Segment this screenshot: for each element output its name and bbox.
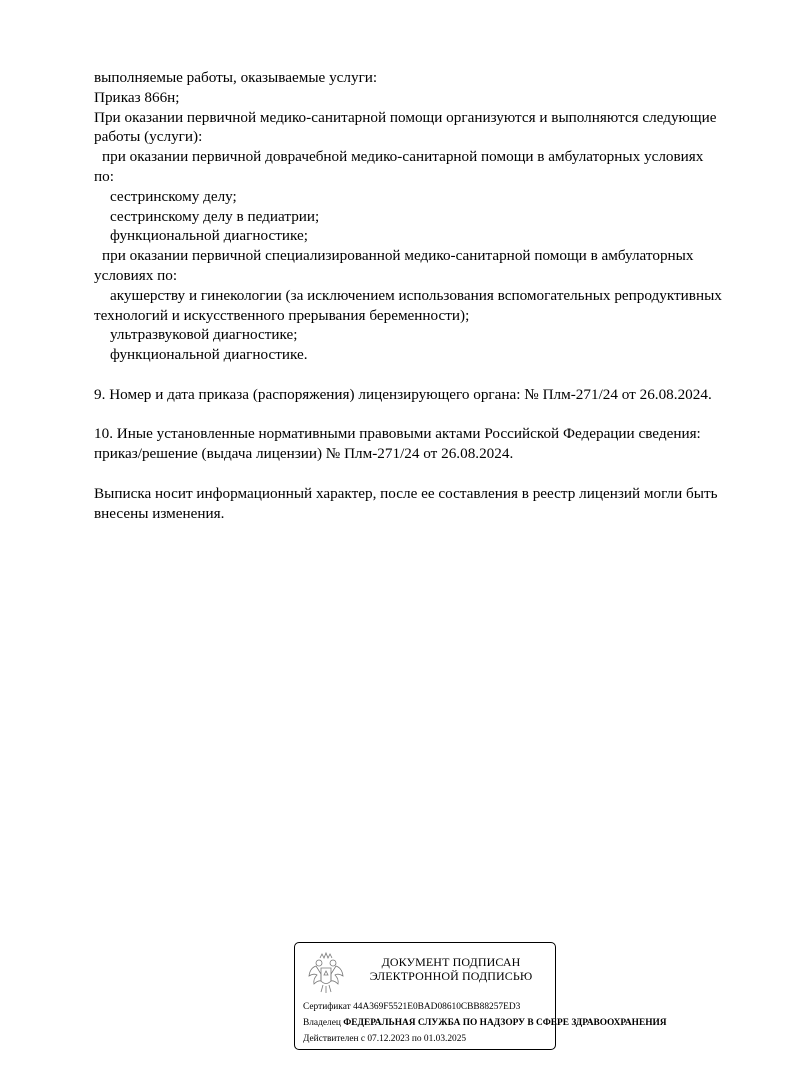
text-line: работы (услуги): (94, 128, 203, 146)
text-line: выполняемые работы, оказываемые услуги: (94, 69, 378, 86)
text-line: функциональной диагностике; (110, 227, 308, 245)
text-line: сестринскому делу в педиатрии; (110, 207, 320, 225)
text-line: условиях по: (94, 266, 178, 284)
text-line: по: (94, 167, 114, 185)
text-line: При оказании первичной медико-санитарной помощи организуются и выполняются следующие (94, 108, 717, 126)
electronic-signature-stamp (294, 942, 667, 1050)
text-line: сестринскому делу; (110, 187, 237, 205)
validity-line: Действителен с 07.12.2023 по 01.03.2025 (303, 1034, 467, 1044)
owner-line (303, 1018, 667, 1029)
signature-header (353, 955, 549, 983)
certificate-value: 44A369F5521E0BAD08610CBB88257ED3 (353, 1002, 521, 1012)
text-line: акушерству и гинекологии (за исключением использования вспомогательных репродуктивных (110, 286, 722, 304)
text-line: при оказании первичной специализированной медико-санитарной помощи в амбулаторных (102, 247, 694, 265)
owner-value: ФЕДЕРАЛЬНАЯ СЛУЖБА ПО НАДЗОРУ В СФЕРЕ ЗДРАВООХРАНЕНИЯ (343, 1018, 667, 1028)
certificate-label: Сертификат (303, 1002, 351, 1012)
certificate-line (303, 1002, 520, 1013)
text-line: Приказ 866н; (94, 88, 180, 106)
text-line: технологий и искусственного прерывания беременности); (94, 306, 470, 324)
text-line: функциональной диагностике. (110, 346, 308, 364)
note-line-2: внесены изменения. (94, 504, 225, 522)
text-line: ультразвуковой диагностике; (110, 326, 298, 344)
document-body (94, 68, 764, 523)
paragraph-gap (94, 405, 764, 425)
text-line: при оказании первичной доврачебной медико-санитарной помощи в амбулаторных условиях (102, 148, 704, 166)
item-10-text-line-1: 10. Иные установленные нормативными правовыми актами Российской Федерации сведения: (94, 425, 701, 443)
note-line-1: Выписка носит информационный характер, после ее составления в реестр лицензий могли быть (94, 484, 718, 502)
paragraph-gap (94, 464, 764, 484)
coat-of-arms-icon (304, 950, 348, 996)
signature-header-line-2: ЭЛЕКТРОННОЙ ПОДПИСЬЮ (369, 969, 533, 983)
signature-header-line-1: ДОКУМЕНТ ПОДПИСАН (381, 955, 521, 969)
owner-label: Владелец (303, 1018, 341, 1028)
paragraph-gap (94, 365, 764, 385)
item-10-text-line-2: приказ/решение (выдача лицензии) № Плм-271/24 от 26.08.2024. (94, 445, 514, 463)
item-9-text: 9. Номер и дата приказа (распоряжения) лицензирующего органа: № Плм-271/24 от 26.08.2024. (94, 385, 712, 403)
